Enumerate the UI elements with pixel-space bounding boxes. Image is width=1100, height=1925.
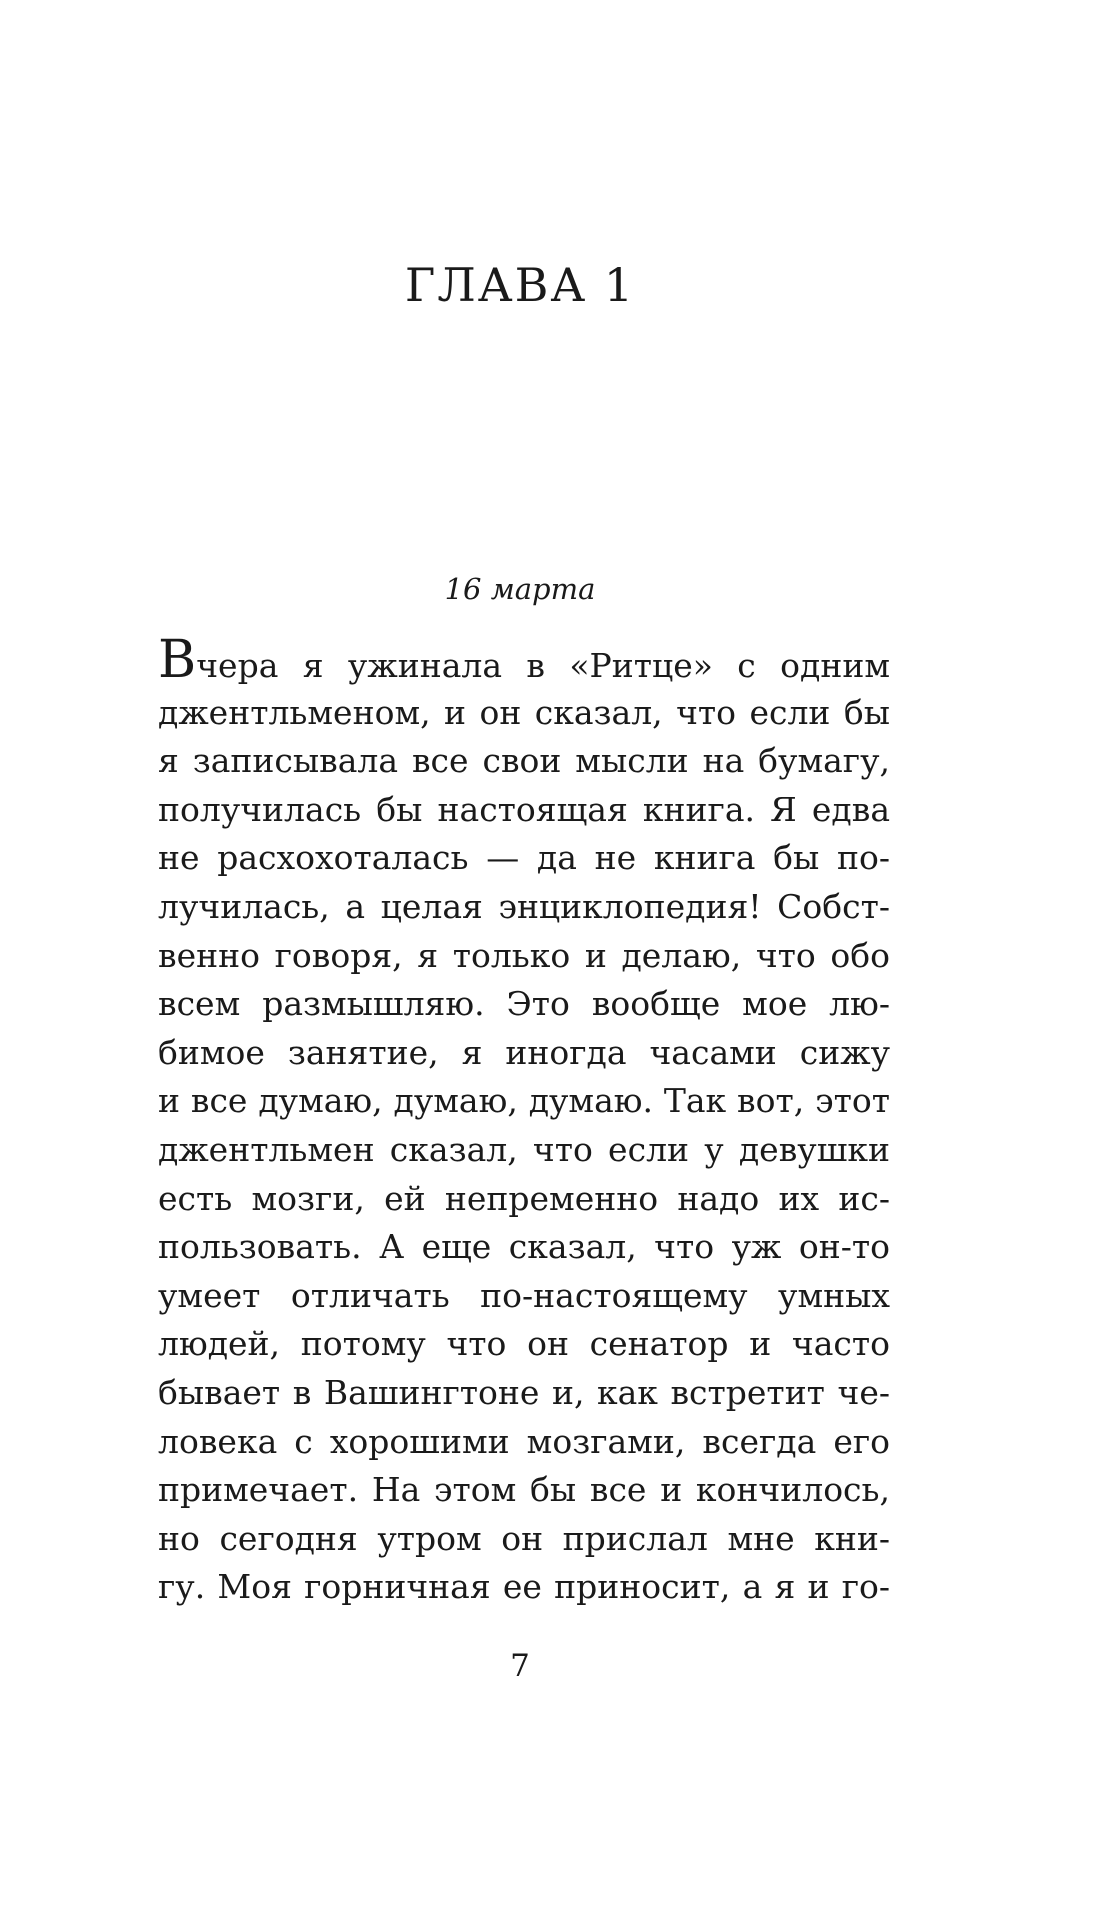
first-line-text: чера я ужинала в «Ритце» с одним (196, 646, 890, 685)
text-line: бывает в Вашингтоне и, как встретит че- (158, 1372, 890, 1412)
chapter-title: ГЛАВА 1 (404, 258, 636, 312)
text-line-last: гу. Моя горничная ее приносит, а я и го- (158, 1567, 890, 1607)
text-line: всем размышляю. Это вообще мое лю- (158, 984, 890, 1024)
text-line: джентльмен сказал, что если у девушки (158, 1129, 890, 1169)
text-line: венно говоря, я только и делаю, что обо (158, 935, 890, 975)
entry-date: 16 марта (444, 572, 596, 606)
text-line: джентльменом, и он сказал, что если бы (158, 692, 890, 732)
text-line: не расхохоталась — да не книга бы по- (158, 838, 890, 878)
page-number: 7 (510, 1648, 530, 1684)
body-text (158, 630, 890, 1612)
text-line: есть мозги, ей непременно надо их ис- (158, 1178, 890, 1218)
text-line: но сегодня утром он прислал мне кни- (158, 1518, 890, 1558)
text-line: я записывала все свои мысли на бумагу, (158, 741, 890, 781)
text-line: лучилась, а целая энциклопедия! Собст- (158, 886, 890, 926)
text-line-first (158, 630, 890, 690)
text-line: бимое занятие, я иногда часами сижу (158, 1032, 890, 1072)
text-line: пользовать. А еще сказал, что уж он-то (158, 1227, 890, 1267)
text-line: умеет отличать по-настоящему умных (158, 1275, 890, 1315)
text-line: получилась бы настоящая книга. Я едва (158, 789, 890, 829)
text-line: и все думаю, думаю, думаю. Так вот, этот (158, 1081, 890, 1121)
text-line: примечает. На этом бы все и кончилось, (158, 1470, 890, 1510)
text-line: ловека с хорошими мозгами, всегда его (158, 1421, 890, 1461)
drop-initial: В (158, 630, 197, 690)
text-line: людей, потому что он сенатор и часто (158, 1324, 890, 1364)
